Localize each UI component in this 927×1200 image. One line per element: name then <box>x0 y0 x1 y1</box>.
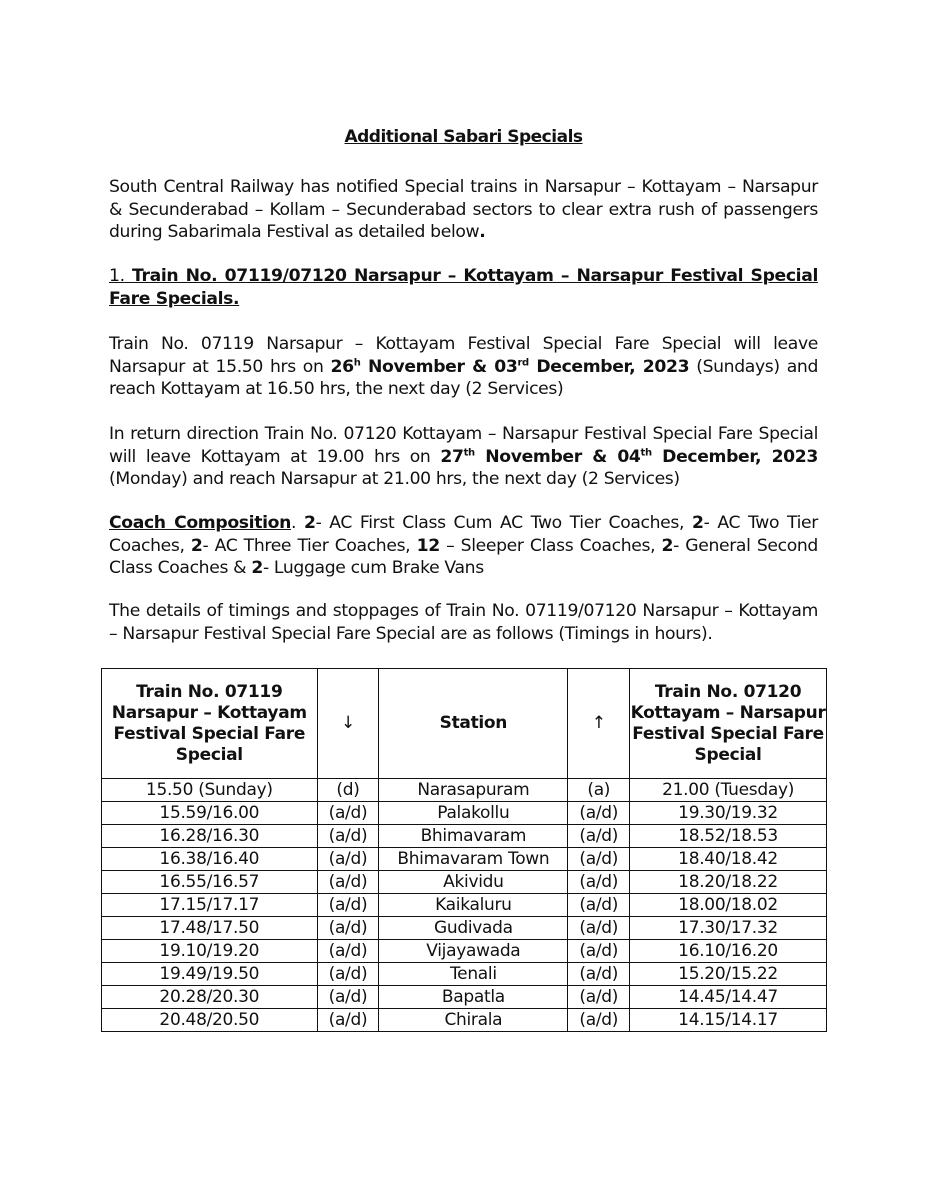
cell-07119-time: 20.28/20.30 <box>102 986 318 1009</box>
header-station: Station <box>379 669 568 779</box>
table-row <box>102 917 827 940</box>
cell-down-mode: (a/d) <box>317 963 379 986</box>
table-row <box>102 871 827 894</box>
composition-sep: . <box>290 513 304 533</box>
cell-up-mode: (a/d) <box>568 802 630 825</box>
header-down-arrow-icon: ↓ <box>317 669 379 779</box>
cell-07119-time: 17.48/17.50 <box>102 917 318 940</box>
table-row <box>102 825 827 848</box>
cell-07120-time: 14.15/14.17 <box>630 1009 827 1032</box>
cell-station: Vijayawada <box>379 940 568 963</box>
table-row <box>102 779 827 802</box>
return-text-d: (Monday) and reach Narsapur at 21.00 hrs, the next day (2 Services) <box>109 469 680 490</box>
section-1-number: 1. <box>109 266 125 286</box>
table-row <box>102 894 827 917</box>
cell-down-mode: (a/d) <box>317 871 379 894</box>
cell-station: Bhimavaram Town <box>379 848 568 871</box>
section-1-heading <box>109 265 818 310</box>
return-date-1-suffix: th <box>463 446 475 458</box>
composition-text-5: - General Second Class Coaches & <box>109 535 818 579</box>
table-row <box>102 940 827 963</box>
cell-station: Chirala <box>379 1009 568 1032</box>
cell-up-mode: (a/d) <box>568 848 630 871</box>
composition-count-5: 2 <box>661 535 674 556</box>
cell-down-mode: (a/d) <box>317 940 379 963</box>
cell-07119-time: 19.49/19.50 <box>102 963 318 986</box>
cell-07119-time: 19.10/19.20 <box>102 940 318 963</box>
cell-down-mode: (a/d) <box>317 894 379 917</box>
cell-down-mode: (a/d) <box>317 825 379 848</box>
departure-text-d: (Sundays) and reach Kottayam at 16.50 hrs, the next day (2 Services) <box>109 356 819 400</box>
cell-07120-time: 18.40/18.42 <box>630 848 827 871</box>
cell-07120-time: 18.52/18.53 <box>630 825 827 848</box>
cell-station: Gudivada <box>379 917 568 940</box>
section-1-title: Train No. 07119/07120 Narsapur – Kottayam – Narsapur Festival Special Fare Specials. <box>109 266 818 309</box>
return-text-a: In return direction Train No. 07120 Kottayam – Narsapur Festival Special Fare Special will leave Kottayam at 19.00 hrs on <box>109 424 818 467</box>
header-train-07119: Train No. 07119 Narsapur – Kottayam Festival Special Fare Special <box>102 669 318 779</box>
timetable-header-row <box>102 669 827 779</box>
return-date-1: 27 <box>440 446 464 467</box>
timetable <box>101 668 827 1032</box>
cell-down-mode: (a/d) <box>317 1009 379 1032</box>
departure-text-b: November & 03 <box>360 356 518 377</box>
cell-up-mode: (a/d) <box>568 917 630 940</box>
composition-count-4: 12 <box>416 535 440 556</box>
cell-up-mode: (a/d) <box>568 894 630 917</box>
cell-07119-time: 16.38/16.40 <box>102 848 318 871</box>
cell-station: Tenali <box>379 963 568 986</box>
cell-down-mode: (a/d) <box>317 917 379 940</box>
composition-text-4: – Sleeper Class Coaches, <box>439 535 662 556</box>
cell-07119-time: 16.28/16.30 <box>102 825 318 848</box>
cell-down-mode: (a/d) <box>317 986 379 1009</box>
cell-station: Kaikaluru <box>379 894 568 917</box>
cell-station: Palakollu <box>379 802 568 825</box>
departure-date-2-suffix: rd <box>517 356 529 368</box>
cell-station: Akividu <box>379 871 568 894</box>
intro-text: South Central Railway has notified Special trains in Narsapur – Kottayam – Narsapur & Secunderabad – Kollam – Secunderabad sectors to clear extra rush of passengers during Sabarimala Festival as detailed below <box>109 177 818 243</box>
composition-count-1: 2 <box>303 513 316 533</box>
return-paragraph <box>109 423 818 491</box>
cell-07119-time: 17.15/17.17 <box>102 894 318 917</box>
cell-up-mode: (a) <box>568 779 630 802</box>
cell-up-mode: (a/d) <box>568 940 630 963</box>
cell-up-mode: (a/d) <box>568 1009 630 1032</box>
cell-07120-time: 19.30/19.32 <box>630 802 827 825</box>
cell-down-mode: (a/d) <box>317 802 379 825</box>
cell-07120-time: 18.20/18.22 <box>630 871 827 894</box>
cell-07120-time: 18.00/18.02 <box>630 894 827 917</box>
cell-07120-time: 17.30/17.32 <box>630 917 827 940</box>
departure-text-c: December, 2023 <box>528 356 690 377</box>
table-row <box>102 963 827 986</box>
cell-07119-time: 20.48/20.50 <box>102 1009 318 1032</box>
composition-count-3: 2 <box>190 535 203 556</box>
departure-date-1: 26 <box>330 356 354 377</box>
table-row <box>102 802 827 825</box>
cell-up-mode: (a/d) <box>568 871 630 894</box>
return-text-b: November & 04 <box>474 446 641 467</box>
cell-up-mode: (a/d) <box>568 825 630 848</box>
header-train-07120: Train No. 07120 Kottayam – Narsapur Festival Special Fare Special <box>630 669 827 779</box>
cell-07120-time: 21.00 (Tuesday) <box>630 779 827 802</box>
table-row <box>102 986 827 1009</box>
details-paragraph: The details of timings and stoppages of Train No. 07119/07120 Narsapur – Kottayam – Narsapur Festival Special Fare Special are as follows (Timings in hours). <box>109 601 818 644</box>
cell-07120-time: 15.20/15.22 <box>630 963 827 986</box>
cell-down-mode: (a/d) <box>317 848 379 871</box>
cell-station: Narasapuram <box>379 779 568 802</box>
composition-count-2: 2 <box>692 513 704 533</box>
cell-07120-time: 16.10/16.20 <box>630 940 827 963</box>
composition-text-1: - AC First Class Cum AC Two Tier Coaches, <box>315 513 692 533</box>
departure-paragraph <box>109 333 818 401</box>
cell-down-mode: (d) <box>317 779 379 802</box>
composition-text-2: - AC Two Tier Coaches, <box>109 513 818 556</box>
cell-07119-time: 15.50 (Sunday) <box>102 779 318 802</box>
departure-text-a: Train No. 07119 Narsapur – Kottayam Festival Special Fare Special will leave Narsapur at 15.50 hrs on <box>109 334 818 377</box>
departure-date-1-suffix: h <box>353 356 361 368</box>
coach-composition-paragraph <box>109 512 818 580</box>
composition-text-6: - Luggage cum Brake Vans <box>262 558 484 579</box>
cell-up-mode: (a/d) <box>568 963 630 986</box>
table-row <box>102 1009 827 1032</box>
cell-station: Bhimavaram <box>379 825 568 848</box>
coach-composition-label: Coach Composition <box>109 513 291 533</box>
composition-count-6: 2 <box>251 558 263 579</box>
return-text-c: December, 2023 <box>651 446 819 467</box>
return-date-2-suffix: th <box>640 446 652 458</box>
cell-07119-time: 16.55/16.57 <box>102 871 318 894</box>
cell-up-mode: (a/d) <box>568 986 630 1009</box>
composition-text-3: - AC Three Tier Coaches, <box>202 535 417 556</box>
cell-07120-time: 14.45/14.47 <box>630 986 827 1009</box>
table-row <box>102 848 827 871</box>
intro-end: . <box>479 222 486 243</box>
cell-station: Bapatla <box>379 986 568 1009</box>
page-title: Additional Sabari Specials <box>344 127 583 147</box>
cell-07119-time: 15.59/16.00 <box>102 802 318 825</box>
intro-paragraph <box>109 176 818 244</box>
header-up-arrow-icon: ↑ <box>568 669 630 779</box>
